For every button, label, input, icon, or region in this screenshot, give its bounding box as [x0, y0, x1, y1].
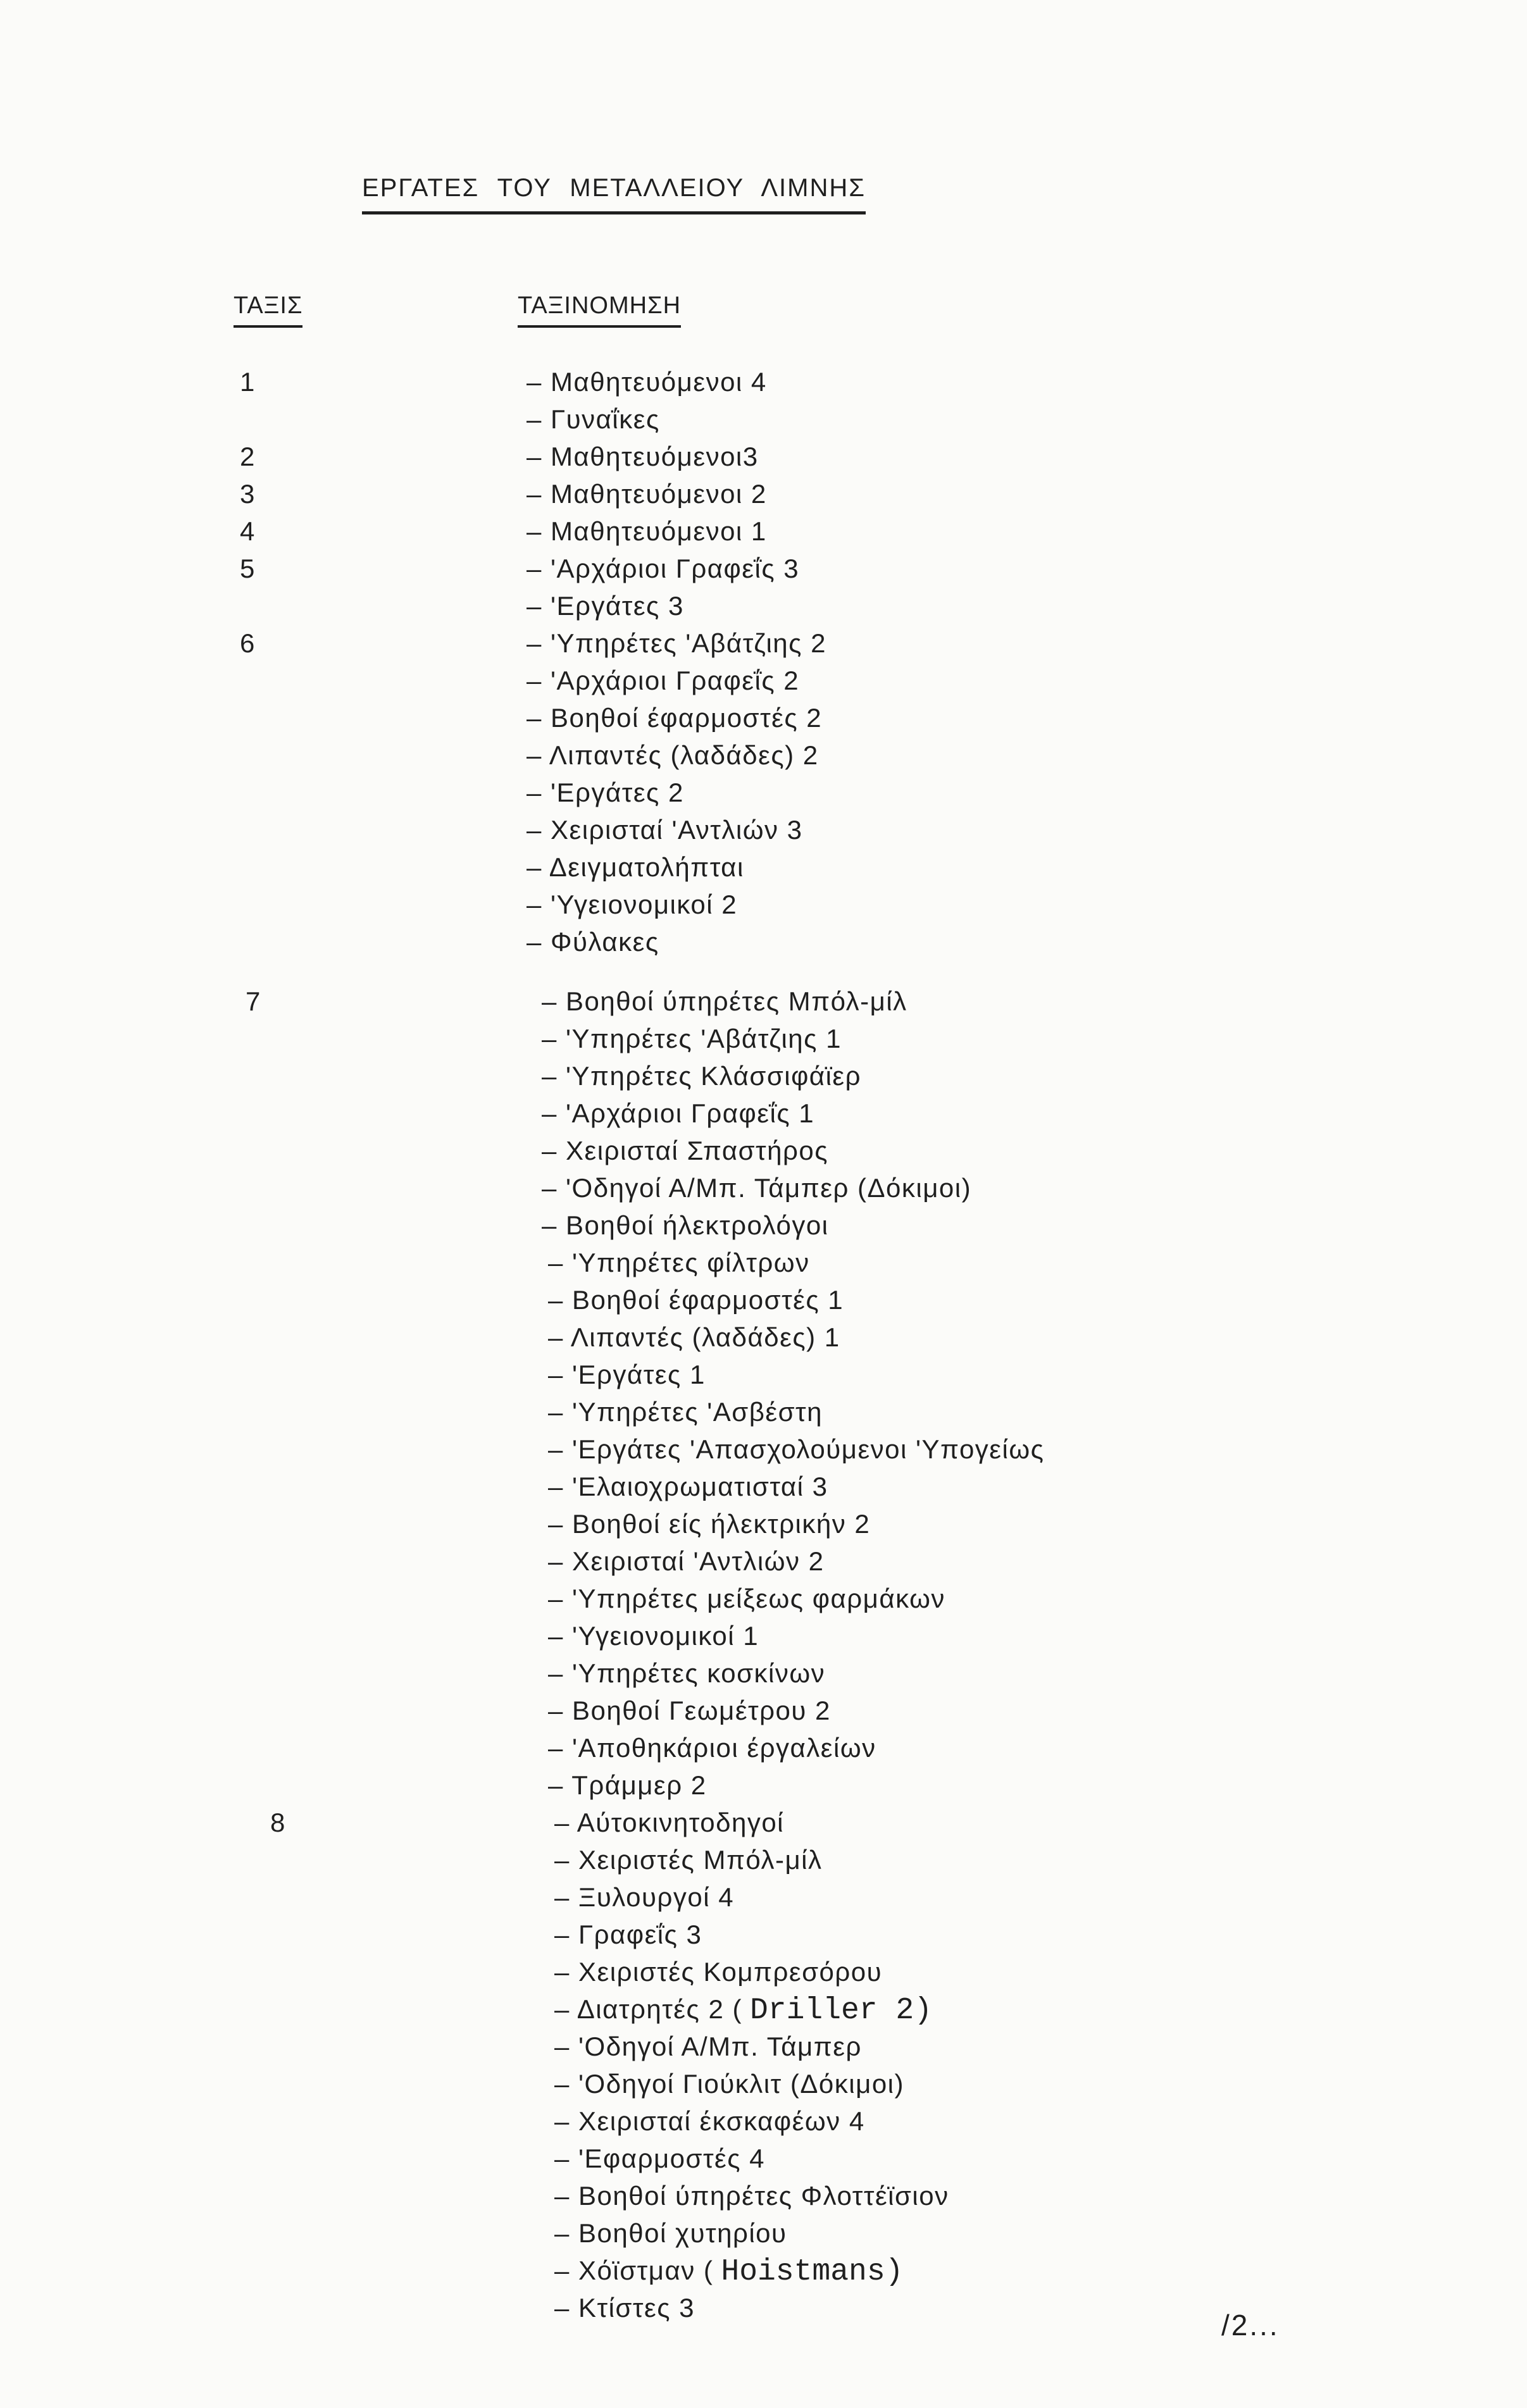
- classification-entry: – Χειρισταί Σπαστήρος: [542, 1136, 828, 1165]
- classification-entry: – Χειρισταί 'Αντλιών 2: [548, 1546, 825, 1576]
- list-item: [0, 624, 1329, 662]
- list-item: [0, 1841, 1329, 1878]
- list-item: [0, 811, 1329, 848]
- list-item: [0, 2140, 1329, 2177]
- classification-entry: – 'Εργάτες 1: [548, 1360, 706, 1389]
- classification-entry: – 'Υπηρέτες μείξεως φαρμάκων: [548, 1584, 945, 1613]
- classification-entry: – Βοηθοί ύπηρέτες Φλοττέϊσιον: [554, 2181, 949, 2211]
- list-item: [0, 1617, 1329, 1654]
- classification-entry: – 'Αρχάριοι Γραφεΐς 2: [527, 666, 800, 695]
- list-item: [0, 774, 1329, 811]
- list-item: [0, 1766, 1329, 1804]
- classification-entry: – 'Υγειονομικοί 2: [527, 890, 738, 919]
- classification-entry: – 'Ελαιοχρωματισταί 3: [548, 1472, 828, 1501]
- list-item: [0, 1431, 1329, 1468]
- page-continuation-marker: /2...: [1221, 2309, 1280, 2342]
- column-header-classification: ΤΑΞΙΝΟΜΗΣΗ: [518, 290, 681, 328]
- classification-entry: – Δειγματολήπται: [527, 852, 744, 882]
- list-item: [0, 983, 1329, 1020]
- classification-entry: – Χειρισταί έκσκαφέων 4: [554, 2106, 865, 2136]
- list-item: [0, 2252, 1329, 2289]
- list-item: [0, 1169, 1329, 1207]
- list-item: [0, 1468, 1329, 1505]
- class-number: 6: [240, 628, 255, 658]
- list-item: [0, 1654, 1329, 1692]
- classification-entry: – 'Υπηρέτες 'Ασβέστη: [548, 1397, 823, 1427]
- list-item: [0, 1990, 1329, 2028]
- classification-entry: – Γυναΐκες: [527, 404, 660, 434]
- list-item: [0, 2289, 1329, 2326]
- classification-entry: – Φύλακες: [527, 927, 659, 957]
- classification-entry: – Χόϊστμαν (: [554, 2256, 714, 2285]
- class-number: 8: [270, 1808, 285, 1837]
- classification-entry: – Βοηθοί Γεωμέτρου 2: [548, 1696, 831, 1725]
- classification-entry: – 'Υπηρέτες φίλτρων: [548, 1248, 810, 1277]
- list-item: [0, 736, 1329, 774]
- list-item: [0, 1356, 1329, 1393]
- list-item: [0, 475, 1329, 512]
- classification-entry: – Χειριστές Κομπρεσόρου: [554, 1957, 883, 1987]
- list-item: [0, 512, 1329, 550]
- list-item: [0, 363, 1329, 400]
- classification-entry: – Μαθητευόμενοι 2: [527, 479, 767, 509]
- classification-entry: – 'Οδηγοί Α/Μπ. Τάμπερ (Δόκιμοι): [542, 1173, 972, 1203]
- classification-entry: – Λιπαντές (λαδάδες) 1: [548, 1322, 840, 1352]
- classification-entry: – Τράμμερ 2: [548, 1770, 707, 1800]
- list-item: [0, 662, 1329, 699]
- classification-entry: – Λιπαντές (λαδάδες) 2: [527, 740, 819, 770]
- list-item: [0, 886, 1329, 923]
- list-item: [0, 2065, 1329, 2102]
- list-item: [0, 1393, 1329, 1431]
- classification-entry: – 'Οδηγοί Α/Μπ. Τάμπερ: [554, 2032, 862, 2061]
- classification-entry: – Μαθητευόμενοι 4: [527, 367, 767, 397]
- latin-gloss: Hoistmans): [721, 2255, 904, 2289]
- class-number: 5: [240, 554, 255, 583]
- classification-entry: – Βοηθοί είς ήλεκτρικήν 2: [548, 1509, 871, 1539]
- list-item: [0, 848, 1329, 886]
- document-title: ΕΡΓΑΤΕΣ ΤΟΥ ΜΕΤΑΛΛΕΙΟΥ ΛΙΜΝΗΣ: [362, 172, 866, 214]
- list-item: [0, 2177, 1329, 2214]
- classification-entry: – Διατρητές 2 (: [554, 1994, 742, 2024]
- classification-entry: – 'Εργάτες 'Απασχολούμενοι 'Υπογείως: [548, 1434, 1045, 1464]
- class-number: 4: [240, 516, 255, 546]
- list-item: [0, 587, 1329, 624]
- classification-entry: – Γραφεΐς 3: [554, 1920, 702, 1949]
- list-item: [0, 1542, 1329, 1580]
- classification-entry: – Χειρισταί 'Αντλιών 3: [527, 815, 803, 845]
- list-item: [0, 1878, 1329, 1916]
- list-item: [0, 2102, 1329, 2140]
- list-item: [0, 1020, 1329, 1057]
- classification-entry: – 'Οδηγοί Γιούκλιτ (Δόκιμοι): [554, 2069, 904, 2099]
- list-item: [0, 550, 1329, 587]
- list-item: [0, 1505, 1329, 1542]
- classification-entry: – Αύτοκινητοδηγοί: [554, 1808, 785, 1837]
- list-item: [0, 1281, 1329, 1319]
- class-number: 1: [240, 367, 255, 397]
- list-item: [0, 438, 1329, 475]
- classification-entry: – 'Αρχάριοι Γραφεΐς 1: [542, 1098, 815, 1128]
- list-item: [0, 1804, 1329, 1841]
- classification-entry: – 'Αποθηκάριοι έργαλείων: [548, 1733, 876, 1763]
- classification-entry: – 'Εργάτες 3: [527, 591, 684, 621]
- list-item: [0, 1692, 1329, 1729]
- classification-entry: – Βοηθοί ήλεκτρολόγοι: [542, 1210, 829, 1240]
- class-number: 7: [246, 986, 261, 1016]
- classification-entry: – Βοηθοί έφαρμοστές 2: [527, 703, 823, 733]
- list-item: [0, 1207, 1329, 1244]
- classification-entry: – Βοηθοί ύπηρέτες Μπόλ-μίλ: [542, 986, 907, 1016]
- column-header-class: ΤΑΞΙΣ: [234, 290, 302, 328]
- classification-entry: – Μαθητευόμενοι3: [527, 442, 759, 471]
- list-item: [0, 1729, 1329, 1766]
- list-item: [0, 1095, 1329, 1132]
- classification-entry: – Κτίστες 3: [554, 2293, 695, 2323]
- classification-entry: – 'Υπηρέτες κοσκίνων: [548, 1658, 826, 1688]
- latin-gloss: Driller 2): [749, 1994, 933, 2028]
- class-number: 3: [240, 479, 255, 509]
- classification-entry: – 'Υγειονομικοί 1: [548, 1621, 759, 1651]
- classification-entry: – Βοηθοί χυτηρίου: [554, 2218, 787, 2248]
- classification-entry: – 'Αρχάριοι Γραφεΐς 3: [527, 554, 800, 583]
- list-item: [0, 923, 1329, 960]
- class-number: 2: [240, 442, 255, 471]
- list-item: [0, 1580, 1329, 1617]
- list-item: [0, 1916, 1329, 1953]
- classification-entry: – 'Εργάτες 2: [527, 778, 684, 807]
- classification-entry: – Ξυλουργοί 4: [554, 1882, 735, 1912]
- list-item: [0, 1319, 1329, 1356]
- list-item: [0, 1244, 1329, 1281]
- classification-entry: – 'Υπηρέτες 'Αβάτζιης 1: [542, 1024, 842, 1053]
- list-item: [0, 1953, 1329, 1990]
- list-item: [0, 699, 1329, 736]
- classification-entry: – Χειριστές Μπόλ-μίλ: [554, 1845, 823, 1875]
- list-item: [0, 2214, 1329, 2252]
- classification-entry: – 'Εφαρμοστές 4: [554, 2144, 766, 2173]
- list-item: [0, 2028, 1329, 2065]
- classification-entry: – 'Υπηρέτες 'Αβάτζιης 2: [527, 628, 826, 658]
- list-item: [0, 1132, 1329, 1169]
- list-item: [0, 400, 1329, 438]
- list-item: [0, 1057, 1329, 1095]
- classification-entry: – Μαθητευόμενοι 1: [527, 516, 767, 546]
- classification-entry: – Βοηθοί έφαρμοστές 1: [548, 1285, 844, 1315]
- classification-entry: – 'Υπηρέτες Κλάσσιφάϊερ: [542, 1061, 862, 1091]
